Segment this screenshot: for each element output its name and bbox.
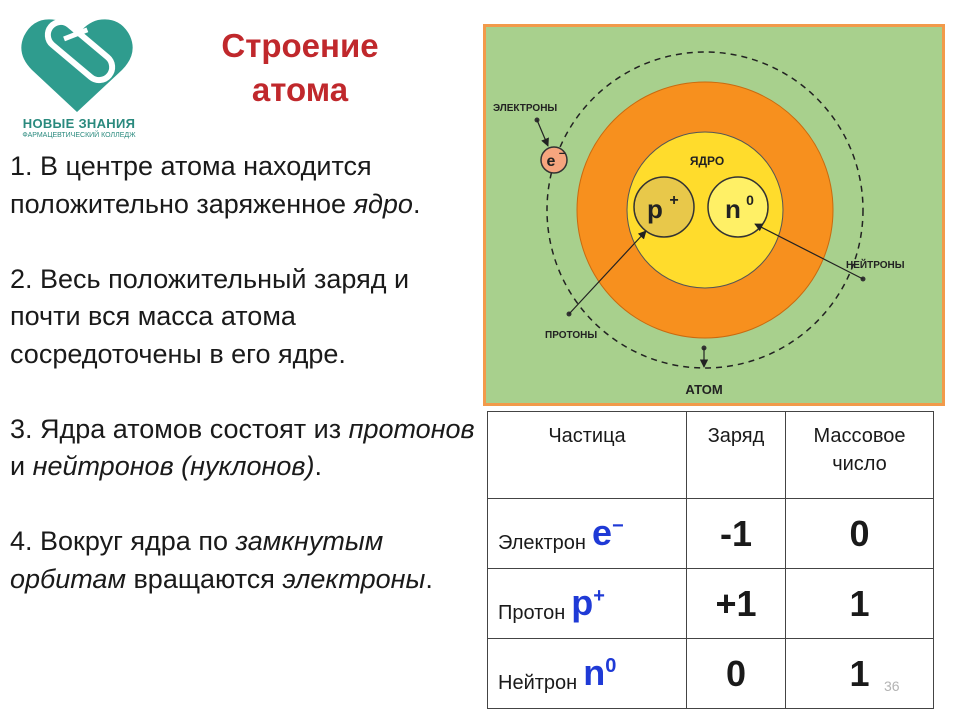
symbol-letter: n bbox=[583, 652, 606, 693]
neutron-symbol: n bbox=[725, 194, 741, 224]
proton-sup: + bbox=[669, 192, 679, 209]
label-protons: ПРОТОНЫ bbox=[545, 330, 598, 341]
proton bbox=[634, 177, 694, 237]
particle-symbol bbox=[592, 512, 624, 553]
point-2-text: 2. Весь положительный заряд и почти вся масса атома сосредоточены в его ядре. bbox=[10, 263, 410, 369]
point-3-end: . bbox=[314, 451, 322, 481]
symbol-letter: p bbox=[571, 582, 594, 623]
slide-title bbox=[170, 24, 430, 112]
table-header-row bbox=[488, 412, 934, 499]
charge-cell: 0 bbox=[687, 639, 786, 709]
point-1-text: 1. В центре атома находится положительно заряженное bbox=[10, 151, 372, 219]
symbol-letter: e bbox=[591, 512, 612, 553]
title-line-1: Строение bbox=[221, 27, 379, 64]
point-3-mid: и bbox=[10, 451, 33, 481]
point-3-emphasis-1: протонов bbox=[348, 413, 475, 444]
mass-cell: 0 bbox=[786, 499, 934, 569]
point-3-emphasis-2: нейтронов (нуклонов) bbox=[32, 451, 315, 481]
point-4-emphasis-2: электроны bbox=[282, 563, 426, 594]
particle-name: Электрон bbox=[498, 532, 586, 554]
point-4-emphasis-1: замкнутым орбитам bbox=[10, 526, 384, 594]
particle-cell bbox=[488, 569, 687, 639]
particle-symbol bbox=[571, 582, 605, 623]
atom-diagram-svg bbox=[483, 24, 945, 406]
mass-cell: 1 bbox=[786, 639, 934, 709]
electron-symbol: e bbox=[546, 153, 556, 170]
point-3-text: 3. Ядра атомов состоят из bbox=[10, 413, 349, 444]
table-row bbox=[488, 639, 934, 709]
header-particle: Частица bbox=[488, 412, 687, 499]
particle-cell bbox=[488, 639, 687, 709]
table-row bbox=[488, 569, 934, 639]
point-4-text: 4. Вокруг ядра по bbox=[10, 526, 236, 556]
point-2 bbox=[10, 261, 480, 374]
table-row bbox=[488, 499, 934, 569]
point-1-end: . bbox=[412, 188, 421, 219]
particle-cell bbox=[488, 499, 687, 569]
points-list bbox=[10, 148, 480, 636]
title-line-2: атома bbox=[251, 71, 349, 108]
symbol-sup: − bbox=[611, 515, 624, 537]
point-3 bbox=[10, 411, 480, 486]
slide-number: 36 bbox=[884, 678, 900, 694]
charge-cell: -1 bbox=[687, 499, 786, 569]
label-neutrons: НЕЙТРОНЫ bbox=[846, 260, 905, 271]
point-4-end: . bbox=[425, 563, 433, 594]
symbol-sup: + bbox=[593, 585, 605, 607]
proton-symbol: p bbox=[647, 194, 663, 224]
logo-subtitle: ФАРМАЦЕВТИЧЕСКИЙ КОЛЛЕДЖ bbox=[22, 132, 136, 139]
logo-text bbox=[14, 116, 144, 139]
header-charge: Заряд bbox=[687, 412, 786, 499]
charge-cell: +1 bbox=[687, 569, 786, 639]
point-1 bbox=[10, 148, 480, 223]
point-1-emphasis: ядро bbox=[353, 188, 413, 219]
logo-name: НОВЫЕ ЗНАНИЯ bbox=[22, 116, 136, 131]
particle-name: Нейтрон bbox=[498, 672, 578, 694]
neutron-sup: 0 bbox=[746, 192, 754, 208]
symbol-sup: 0 bbox=[605, 655, 617, 677]
particle-name: Протон bbox=[498, 602, 566, 624]
label-electrons: ЭЛЕКТРОНЫ bbox=[493, 103, 558, 114]
label-nucleus: ЯДРО bbox=[689, 154, 725, 168]
particle-symbol bbox=[583, 652, 616, 693]
particle-table bbox=[487, 411, 934, 709]
point-4-mid: вращаются bbox=[125, 563, 283, 594]
atom-diagram bbox=[483, 24, 945, 406]
label-atom: АТОМ bbox=[685, 382, 723, 397]
mass-cell: 1 bbox=[786, 569, 934, 639]
electron-sup: − bbox=[558, 148, 566, 160]
header-mass: Массовое число bbox=[786, 412, 934, 499]
point-4 bbox=[10, 523, 480, 598]
